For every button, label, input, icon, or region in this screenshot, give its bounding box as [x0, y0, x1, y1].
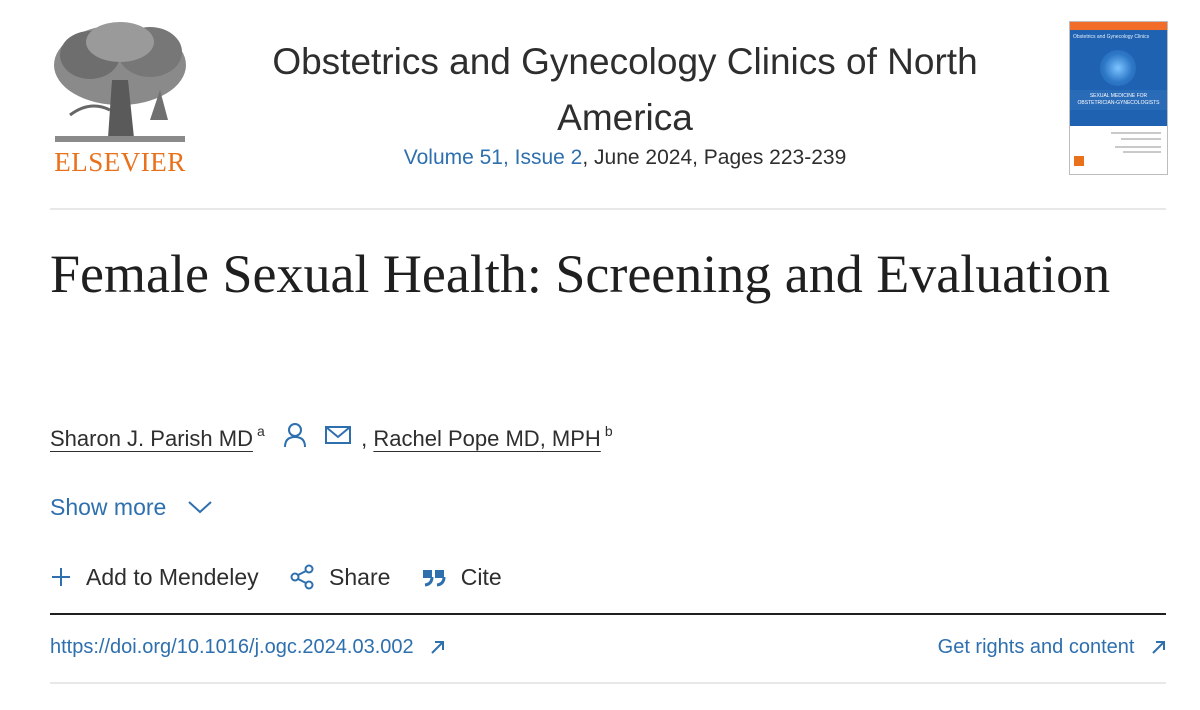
rights-text: Get rights and content [937, 636, 1135, 658]
article-actions [50, 564, 526, 600]
show-more-label: Show more [50, 494, 167, 520]
cover-text-line [1111, 132, 1161, 134]
share-icon [289, 564, 315, 590]
author-separator: , [361, 425, 368, 451]
envelope-icon[interactable] [325, 425, 351, 451]
actions-divider [50, 613, 1166, 615]
author-name[interactable]: Sharon J. Parish MD [50, 425, 253, 451]
affiliation-marker[interactable]: a [256, 422, 265, 439]
cover-publisher-mark [1074, 156, 1084, 166]
mendeley-label: Add to Mendeley [86, 564, 259, 590]
issue-details: , June 2024, Pages 223-239 [582, 146, 847, 169]
elsevier-wordmark: ELSEVIER [54, 147, 186, 177]
cover-glow-graphic [1100, 50, 1136, 86]
cover-image [1070, 30, 1167, 126]
header-divider [50, 208, 1166, 210]
cite-label: Cite [460, 564, 502, 590]
external-arrow-icon [429, 639, 445, 655]
cover-text-line [1123, 151, 1161, 153]
author-name[interactable]: Rachel Pope MD, MPH [373, 425, 601, 451]
quote-icon [421, 567, 447, 587]
journal-header [0, 0, 1200, 210]
footer-divider [50, 682, 1166, 684]
elsevier-logo[interactable] [50, 20, 190, 180]
external-arrow-icon [1150, 639, 1166, 655]
add-to-mendeley-button[interactable] [50, 564, 259, 591]
share-label: Share [329, 564, 391, 590]
doi-text: https://doi.org/10.1016/j.ogc.2024.03.002 [50, 636, 414, 658]
person-icon[interactable] [283, 422, 307, 454]
elsevier-tree-icon [50, 20, 190, 145]
cover-top-band [1070, 22, 1167, 30]
cover-journal-name: Obstetrics and Gynecology Clinics [1073, 34, 1150, 40]
journal-title[interactable]: Obstetrics and Gynecology Clinics of North America [272, 41, 978, 138]
cover-text-line [1121, 138, 1161, 140]
affiliation-marker[interactable]: b [604, 422, 613, 439]
cite-button[interactable] [421, 564, 502, 591]
cover-issue-title: SEXUAL MEDICINE FOR OBSTETRICIAN-GYNECOLOGISTS [1077, 93, 1160, 106]
plus-icon [50, 566, 72, 588]
chevron-down-icon [187, 499, 213, 515]
author-list [50, 424, 613, 456]
cover-text-line [1115, 146, 1161, 148]
get-rights-link[interactable] [938, 636, 1166, 659]
doi-link[interactable] [50, 636, 445, 659]
journal-cover-thumbnail[interactable] [1069, 21, 1168, 175]
article-title: Female Sexual Health: Screening and Evaluation [50, 244, 1111, 304]
issue-info [230, 146, 1020, 170]
share-button[interactable] [289, 564, 390, 592]
volume-issue-link[interactable]: Volume 51, Issue 2 [403, 146, 583, 169]
show-more-button[interactable] [50, 494, 213, 521]
